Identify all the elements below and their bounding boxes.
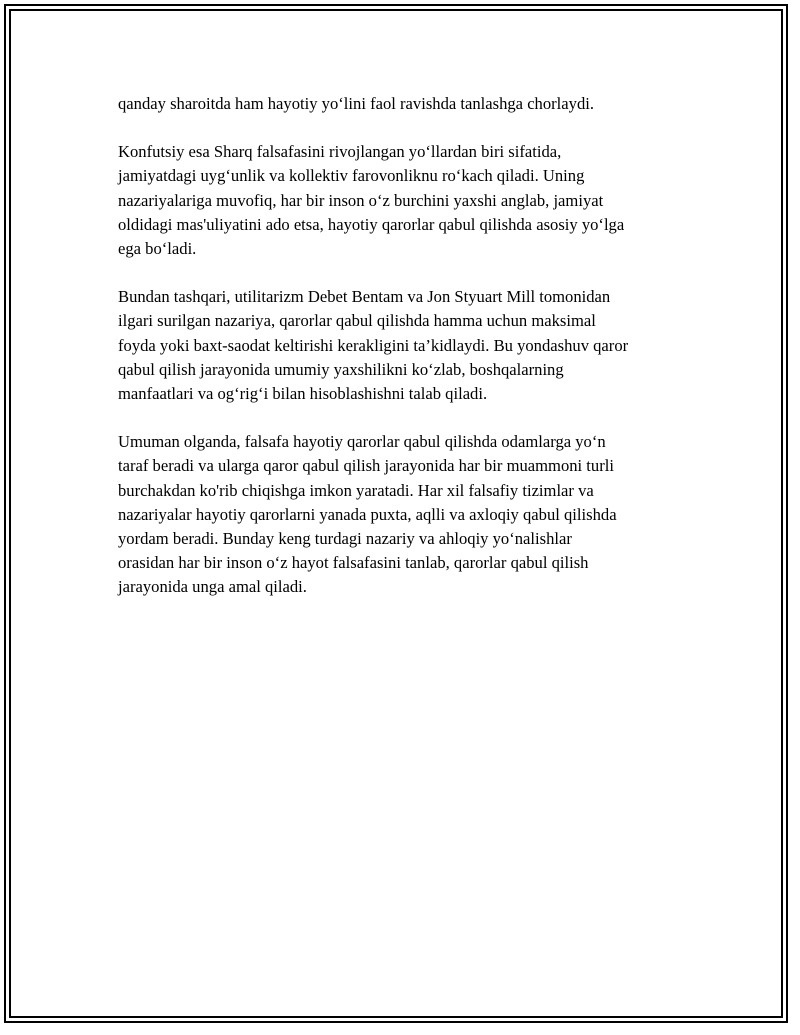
paragraph-3 xyxy=(118,285,698,406)
text-line: manfaatlari va og‘rig‘i bilan hisoblashishni talab qiladi. xyxy=(118,384,488,404)
text-line: Konfutsiy esa Sharq falsafasini rivojlangan yo‘llardan biri sifatida, xyxy=(118,142,562,162)
text-line: ega bo‘ladi. xyxy=(118,239,197,259)
text-line: Bundan tashqari, utilitarizm Debet Bentam va Jon Styuart Mill tomonidan xyxy=(118,287,611,307)
text-line: ilgari surilgan nazariya, qarorlar qabul qilishda hamma uchun maksimal xyxy=(118,311,596,331)
paragraph-1 xyxy=(118,92,698,116)
paragraph-2 xyxy=(118,140,698,261)
text-line: qanday sharoitda ham hayotiy yo‘lini faol ravishda tanlashga chorlaydi. xyxy=(118,94,595,113)
text-line: nazariyalariga muvofiq, har bir inson o‘z burchini yaxshi anglab, jamiyat xyxy=(118,190,604,210)
text-line: Umuman olganda, falsafa hayotiy qarorlar qabul qilishda odamlarga yo‘n xyxy=(118,432,606,452)
text-line: yordam beradi. Bunday keng turdagi nazariy va ahloqiy yo‘nalishlar xyxy=(118,529,572,549)
paragraph-4 xyxy=(118,430,698,599)
text-line: orasidan har bir inson o‘z hayot falsafasini tanlab, qarorlar qabul qilish xyxy=(118,553,589,573)
text-line: jamiyatdagi uyg‘unlik va kollektiv farovonliknu ro‘kach qiladi. Uning xyxy=(118,166,585,186)
text-line: jarayonida unga amal qiladi. xyxy=(118,577,307,597)
document-body xyxy=(118,92,698,624)
text-line: nazariyalar hayotiy qarorlarni yanada puxta, aqlli va axloqiy qabul qilishda xyxy=(118,504,617,524)
text-line: foyda yoki baxt-saodat keltirishi kerakligini ta’kidlaydi. Bu yondashuv qaror xyxy=(118,335,629,355)
text-line: oldidagi mas'uliyatini ado etsa, hayotiy qarorlar qabul qilishda asosiy yo‘lga xyxy=(118,214,625,234)
text-line: qabul qilish jarayonida umumiy yaxshilikni ko‘zlab, boshqalarning xyxy=(118,359,564,379)
text-line: burchakdan ko'rib chiqishga imkon yaratadi. Har xil falsafiy tizimlar va xyxy=(118,480,594,500)
text-line: taraf beradi va ularga qaror qabul qilish jarayonida har bir muammoni turli xyxy=(118,456,614,476)
